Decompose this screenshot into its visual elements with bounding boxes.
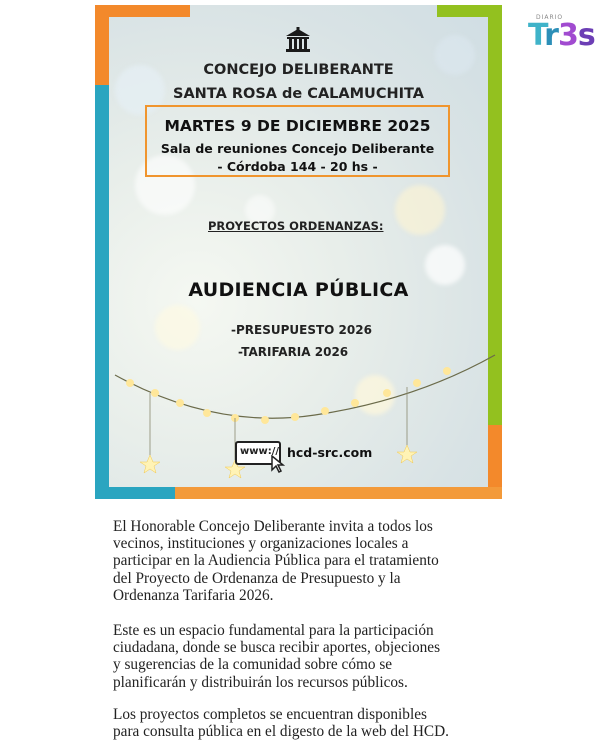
website-badge	[235, 441, 385, 475]
article-paragraph-1: El Honorable Concejo Deliberante invita a todos los vecinos, instituciones y organizaciones locales a participar en la Audiencia Pública para el tratamiento del Proyecto de Ordenanza de Presupuesto y la Ordenanza Tarifaria 2026.	[113, 518, 439, 604]
project-item-presupuesto: -PRESUPUESTO 2026	[231, 323, 372, 337]
frame-bottom-blue	[95, 487, 175, 499]
date-box	[145, 105, 450, 177]
logo-wordmark: Tr3s	[528, 18, 595, 53]
logo-small-text: DIARIO	[536, 14, 564, 21]
event-place: Sala de reuniones Concejo Deliberante	[160, 141, 435, 156]
poster-title-line1: CONCEJO DELIBERANTE	[203, 62, 394, 78]
article-paragraph-3: Los proyectos completos se encuentran disponibles para consulta pública en el digesto de la web del HCD.	[113, 706, 450, 741]
website-url: hcd-src.com	[287, 445, 373, 460]
article-paragraph-2: Este es un espacio fundamental para la participación ciudadana, donde se busca recibir aportes, objeciones y sugerencias de la comunidad sobre cómo se planificarán y distribuirán los recursos públicos.	[113, 622, 441, 691]
event-title: AUDIENCIA PÚBLICA	[188, 279, 409, 301]
frame-top-left	[95, 5, 190, 17]
cursor-icon	[271, 455, 285, 473]
frame-bottom-orange	[175, 487, 502, 499]
event-date: MARTES 9 DE DICIEMBRE 2025	[164, 117, 431, 135]
browser-icon: www://	[235, 441, 281, 465]
building-icon	[283, 27, 313, 55]
project-item-tarifaria: -TARIFARIA 2026	[238, 345, 349, 359]
proyectos-label: PROYECTOS ORDENANZAS:	[208, 219, 384, 233]
poster-title-line2: SANTA ROSA de CALAMUCHITA	[173, 86, 424, 102]
event-poster	[95, 5, 502, 499]
event-address-time: - Córdoba 144 - 20 hs -	[217, 159, 378, 174]
site-logo	[526, 12, 595, 58]
